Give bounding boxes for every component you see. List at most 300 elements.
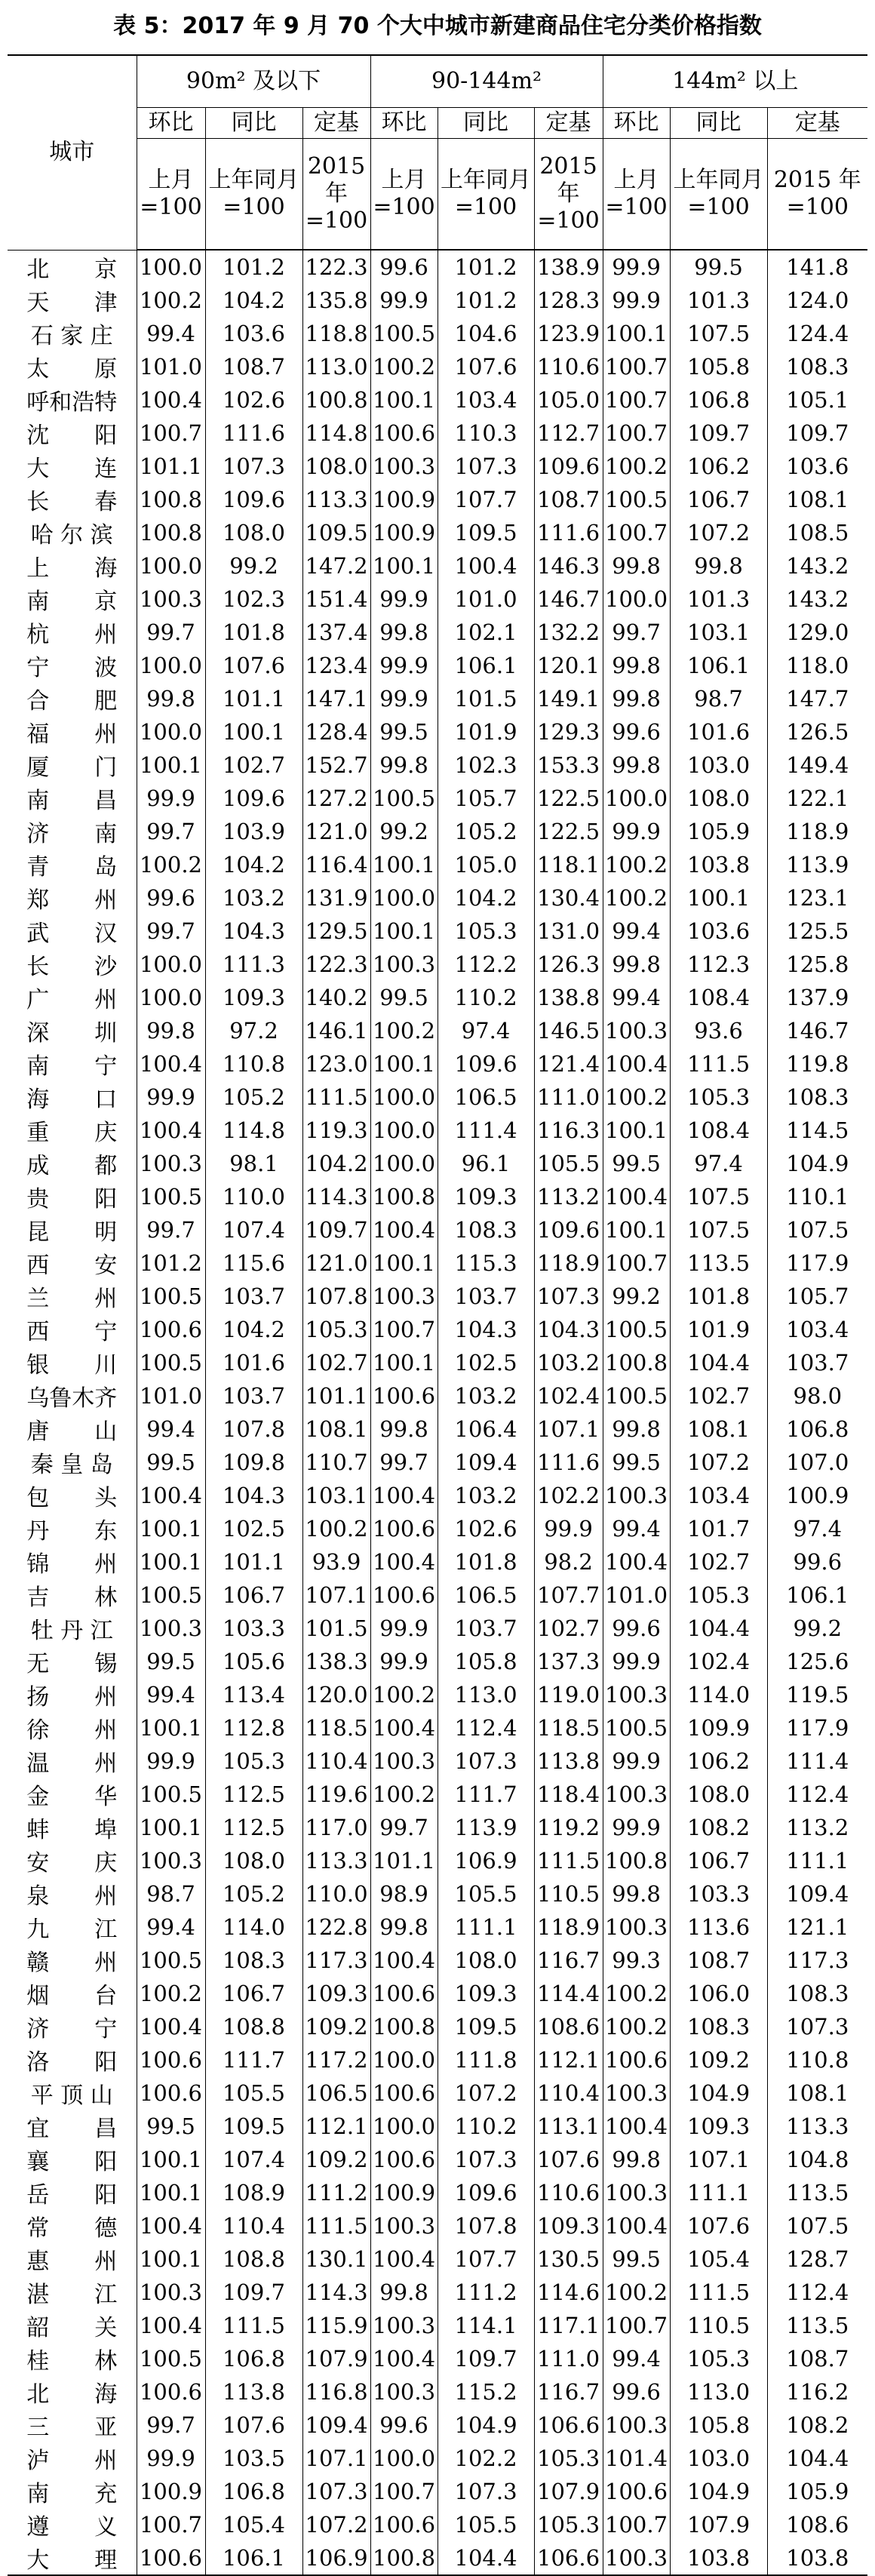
index-value: 102.2 (534, 1479, 603, 1512)
table-row (8, 1346, 867, 1379)
index-value: 113.8 (534, 1744, 603, 1778)
index-value: 100.1 (137, 2143, 205, 2176)
index-value: 122.5 (534, 782, 603, 815)
index-value: 110.4 (302, 1744, 370, 1778)
index-value: 100.3 (603, 1014, 670, 1047)
index-value: 106.4 (438, 1412, 534, 1446)
table-row (8, 948, 867, 981)
city-name: 无 锡 (26, 1650, 118, 1677)
table-row (8, 1910, 867, 1944)
sub-header-yoy: 同比 (205, 108, 302, 139)
city-name: 合 肥 (26, 687, 118, 715)
index-value: 107.6 (205, 2408, 302, 2442)
city-name: 深 圳 (26, 1019, 118, 1047)
index-value: 100.1 (137, 2176, 205, 2209)
index-value: 103.2 (438, 1479, 534, 1512)
index-value: 99.6 (767, 1545, 867, 1578)
index-value: 100.6 (370, 417, 438, 450)
index-value: 119.5 (767, 1678, 867, 1711)
index-value: 113.4 (205, 1678, 302, 1711)
index-value: 106.8 (767, 1412, 867, 1446)
index-value: 111.5 (670, 1047, 767, 1081)
index-value: 105.3 (438, 915, 534, 948)
index-value: 123.9 (534, 317, 603, 350)
index-value: 100.7 (603, 516, 670, 549)
index-value: 100.0 (370, 1114, 438, 1147)
index-value: 100.2 (603, 848, 670, 881)
index-value: 103.8 (670, 848, 767, 881)
index-value: 110.4 (205, 2209, 302, 2242)
index-value: 117.9 (767, 1247, 867, 1280)
index-value: 102.2 (438, 2442, 534, 2475)
index-value: 100.6 (370, 1379, 438, 1412)
index-value: 99.5 (137, 1645, 205, 1678)
index-value: 107.4 (205, 1213, 302, 1247)
index-value: 99.9 (603, 815, 670, 848)
index-value: 106.5 (438, 1578, 534, 1612)
index-value: 100.8 (603, 1346, 670, 1379)
index-value: 114.1 (438, 2309, 534, 2342)
index-value: 104.2 (205, 848, 302, 881)
index-value: 100.2 (137, 1977, 205, 2010)
index-value: 109.5 (438, 2010, 534, 2043)
index-value: 99.5 (370, 715, 438, 749)
table-row (8, 2209, 867, 2242)
city-name: 哈 尔 滨 (30, 521, 113, 549)
index-value: 126.5 (767, 715, 867, 749)
table-row (8, 1479, 867, 1512)
index-value: 100.9 (370, 516, 438, 549)
index-value: 100.3 (603, 2076, 670, 2110)
index-value: 100.9 (370, 483, 438, 516)
table-row (8, 2342, 867, 2375)
table-row (8, 1545, 867, 1578)
index-value: 103.7 (767, 1346, 867, 1379)
index-value: 107.7 (534, 1578, 603, 1612)
table-row (8, 2442, 867, 2475)
index-value: 97.4 (767, 1512, 867, 1545)
index-value: 109.3 (670, 2110, 767, 2143)
index-value: 100.4 (137, 2010, 205, 2043)
index-value: 147.7 (767, 682, 867, 715)
index-value: 100.2 (137, 284, 205, 317)
index-value: 113.3 (302, 483, 370, 516)
index-value: 100.1 (370, 915, 438, 948)
index-value: 112.2 (438, 948, 534, 981)
index-value: 99.9 (370, 1612, 438, 1645)
index-value: 114.6 (534, 2276, 603, 2309)
table-row (8, 2043, 867, 2076)
index-value: 105.9 (670, 815, 767, 848)
index-value: 100.3 (137, 1147, 205, 1180)
index-value: 114.3 (302, 2276, 370, 2309)
index-value: 111.4 (767, 1744, 867, 1778)
index-value: 111.5 (670, 2276, 767, 2309)
index-value: 107.3 (438, 1744, 534, 1778)
index-value: 104.4 (438, 2541, 534, 2575)
index-value: 126.3 (534, 948, 603, 981)
index-value: 108.7 (534, 483, 603, 516)
index-value: 100.1 (370, 1247, 438, 1280)
index-value: 99.9 (603, 1744, 670, 1778)
city-name: 扬 州 (26, 1683, 118, 1711)
index-value: 100.7 (603, 2508, 670, 2541)
index-value: 99.8 (603, 2143, 670, 2176)
index-value: 111.5 (534, 1844, 603, 1877)
index-value: 103.3 (670, 1877, 767, 1910)
index-value: 100.1 (370, 383, 438, 417)
index-value: 100.3 (603, 1678, 670, 1711)
index-value: 100.5 (603, 1379, 670, 1412)
index-value: 109.5 (302, 516, 370, 549)
table-row (8, 350, 867, 383)
index-value: 105.4 (205, 2508, 302, 2541)
index-value: 153.3 (534, 749, 603, 782)
city-name: 赣 州 (26, 1949, 118, 1976)
table-row (8, 2143, 867, 2176)
city-name: 遵 义 (26, 2513, 118, 2541)
index-value: 107.5 (670, 1180, 767, 1213)
city-name: 成 都 (26, 1152, 118, 1179)
index-value: 143.2 (767, 549, 867, 583)
city-name: 沈 阳 (26, 422, 118, 449)
city-name: 银 川 (26, 1351, 118, 1379)
table-row (8, 1645, 867, 1678)
index-value: 116.8 (302, 2375, 370, 2408)
index-value: 102.4 (670, 1645, 767, 1678)
index-value: 115.2 (438, 2375, 534, 2408)
city-name: 温 州 (26, 1750, 118, 1777)
index-value: 100.2 (603, 450, 670, 483)
index-value: 114.0 (205, 1910, 302, 1944)
index-value: 100.3 (137, 583, 205, 616)
index-value: 100.6 (603, 2475, 670, 2508)
index-value: 122.1 (767, 782, 867, 815)
city-name: 唐 山 (26, 1418, 118, 1445)
index-value: 106.7 (670, 483, 767, 516)
index-value: 109.6 (534, 1213, 603, 1247)
index-value: 100.1 (205, 715, 302, 749)
index-value: 106.9 (438, 1844, 534, 1877)
index-value: 110.1 (767, 1180, 867, 1213)
index-value: 109.9 (670, 1711, 767, 1744)
city-name: 广 州 (26, 986, 118, 1013)
index-value: 122.5 (534, 815, 603, 848)
index-value: 107.3 (438, 2475, 534, 2508)
table-row (8, 2508, 867, 2541)
base-period-header: 2015 年 =100 (534, 139, 603, 251)
index-value: 99.7 (137, 616, 205, 649)
index-value: 100.7 (603, 1247, 670, 1280)
index-value: 119.2 (534, 1811, 603, 1844)
index-value: 105.7 (438, 782, 534, 815)
index-value: 101.0 (137, 350, 205, 383)
index-value: 108.5 (767, 516, 867, 549)
index-value: 100.4 (603, 1545, 670, 1578)
index-value: 107.1 (302, 1578, 370, 1612)
index-value: 104.9 (767, 1147, 867, 1180)
index-value: 125.6 (767, 1645, 867, 1678)
city-name: 杭 州 (26, 621, 118, 648)
index-value: 108.4 (670, 981, 767, 1014)
index-value: 99.5 (137, 1446, 205, 1479)
index-value: 112.1 (302, 2110, 370, 2143)
table-row (8, 981, 867, 1014)
index-value: 127.2 (302, 782, 370, 815)
index-value: 109.7 (205, 2276, 302, 2309)
index-value: 107.1 (670, 2143, 767, 2176)
index-value: 135.8 (302, 284, 370, 317)
table-row (8, 2375, 867, 2408)
index-value: 104.3 (205, 915, 302, 948)
index-value: 114.0 (670, 1678, 767, 1711)
index-value: 113.9 (767, 848, 867, 881)
index-value: 107.3 (302, 2475, 370, 2508)
index-value: 108.1 (302, 1412, 370, 1446)
index-value: 99.8 (603, 549, 670, 583)
index-value: 100.3 (603, 1778, 670, 1811)
index-value: 99.9 (603, 1811, 670, 1844)
index-value: 100.2 (370, 1778, 438, 1811)
index-value: 99.9 (370, 583, 438, 616)
index-value: 111.6 (534, 1446, 603, 1479)
index-value: 115.9 (302, 2309, 370, 2342)
index-value: 103.4 (670, 1479, 767, 1512)
city-name: 韶 关 (26, 2314, 118, 2341)
sub-header-mom: 环比 (137, 108, 205, 139)
city-name: 锦 州 (26, 1551, 118, 1578)
index-value: 99.2 (767, 1612, 867, 1645)
table-row (8, 1844, 867, 1877)
index-value: 100.3 (137, 1612, 205, 1645)
index-value: 108.0 (302, 450, 370, 483)
index-value: 111.5 (302, 2209, 370, 2242)
index-value: 118.5 (302, 1711, 370, 1744)
table-row (8, 1379, 867, 1412)
index-value: 110.4 (534, 2076, 603, 2110)
index-value: 100.2 (603, 881, 670, 915)
index-value: 100.7 (370, 2475, 438, 2508)
city-name: 秦 皇 岛 (30, 1451, 113, 1478)
table-row (8, 2309, 867, 2342)
index-value: 103.5 (205, 2442, 302, 2475)
index-value: 107.5 (767, 2209, 867, 2242)
city-name: 乌鲁木齐 (26, 1385, 118, 1412)
index-value: 115.6 (205, 1247, 302, 1280)
index-value: 99.9 (137, 2442, 205, 2475)
index-value: 107.6 (205, 649, 302, 682)
index-value: 107.5 (767, 1213, 867, 1247)
index-value: 104.3 (438, 1313, 534, 1346)
index-value: 108.1 (767, 2076, 867, 2110)
index-value: 100.4 (370, 1545, 438, 1578)
index-value: 113.5 (767, 2309, 867, 2342)
index-value: 107.3 (534, 1280, 603, 1313)
index-value: 108.6 (767, 2508, 867, 2541)
index-value: 108.9 (205, 2176, 302, 2209)
index-value: 108.3 (205, 1944, 302, 1977)
city-name: 海 口 (26, 1086, 118, 1113)
index-value: 100.3 (603, 1479, 670, 1512)
index-value: 101.7 (670, 1512, 767, 1545)
index-value: 141.8 (767, 250, 867, 284)
index-value: 114.4 (534, 1977, 603, 2010)
index-value: 116.7 (534, 1944, 603, 1977)
index-value: 99.8 (603, 649, 670, 682)
index-value: 100.0 (370, 1081, 438, 1114)
table-row (8, 583, 867, 616)
index-value: 101.5 (302, 1612, 370, 1645)
index-value: 105.8 (670, 2408, 767, 2442)
index-value: 100.2 (603, 2276, 670, 2309)
index-value: 100.1 (137, 1512, 205, 1545)
index-value: 100.4 (370, 1213, 438, 1247)
index-value: 96.1 (438, 1147, 534, 1180)
index-value: 109.7 (670, 417, 767, 450)
index-value: 99.6 (603, 715, 670, 749)
city-name: 襄 阳 (26, 2148, 118, 2175)
index-value: 104.2 (205, 1313, 302, 1346)
index-value: 131.9 (302, 881, 370, 915)
index-value: 100.3 (603, 1910, 670, 1944)
index-value: 102.6 (438, 1512, 534, 1545)
city-name: 长 春 (26, 488, 118, 515)
index-value: 103.7 (205, 1379, 302, 1412)
index-value: 99.5 (370, 981, 438, 1014)
city-name: 九 江 (26, 1916, 118, 1943)
table-row (8, 1977, 867, 2010)
index-value: 110.0 (302, 1877, 370, 1910)
table-row (8, 915, 867, 948)
index-value: 105.8 (670, 350, 767, 383)
index-value: 132.2 (534, 616, 603, 649)
index-value: 106.5 (438, 1081, 534, 1114)
city-name: 泉 州 (26, 1883, 118, 1910)
index-value: 99.4 (137, 1910, 205, 1944)
index-value: 107.7 (438, 483, 534, 516)
index-value: 99.6 (370, 2408, 438, 2442)
index-value: 101.2 (205, 250, 302, 284)
index-value: 101.2 (137, 1247, 205, 1280)
table-row (8, 1944, 867, 1977)
index-value: 101.6 (670, 715, 767, 749)
index-value: 106.8 (205, 2475, 302, 2508)
index-value: 108.7 (670, 1944, 767, 1977)
index-value: 101.0 (137, 1379, 205, 1412)
index-value: 99.9 (370, 1645, 438, 1678)
index-value: 146.7 (534, 583, 603, 616)
index-value: 100.4 (438, 549, 534, 583)
index-value: 101.1 (205, 682, 302, 715)
index-value: 100.4 (603, 2209, 670, 2242)
index-value: 105.2 (438, 815, 534, 848)
index-value: 105.0 (534, 383, 603, 417)
table-row (8, 483, 867, 516)
index-value: 105.3 (670, 1081, 767, 1114)
index-value: 116.3 (534, 1114, 603, 1147)
index-value: 101.6 (205, 1346, 302, 1379)
table-row (8, 815, 867, 848)
index-value: 105.7 (767, 1280, 867, 1313)
index-value: 104.3 (205, 1479, 302, 1512)
city-name: 重 庆 (26, 1119, 118, 1146)
index-value: 100.3 (370, 948, 438, 981)
index-value: 100.6 (370, 1578, 438, 1612)
index-value: 99.8 (137, 1014, 205, 1047)
index-value: 100.4 (603, 1180, 670, 1213)
index-value: 110.2 (438, 2110, 534, 2143)
index-value: 146.3 (534, 549, 603, 583)
index-value: 100.6 (370, 2076, 438, 2110)
index-value: 100.7 (137, 2508, 205, 2541)
index-value: 105.0 (438, 848, 534, 881)
index-value: 101.5 (438, 682, 534, 715)
index-value: 106.7 (205, 1977, 302, 2010)
index-value: 109.6 (438, 1047, 534, 1081)
index-value: 124.0 (767, 284, 867, 317)
index-value: 99.9 (603, 1645, 670, 1678)
index-value: 120.0 (302, 1678, 370, 1711)
index-value: 118.5 (534, 1711, 603, 1744)
index-value: 107.5 (670, 1213, 767, 1247)
index-value: 120.1 (534, 649, 603, 682)
city-name: 天 津 (26, 289, 118, 316)
index-value: 99.8 (370, 2276, 438, 2309)
index-value: 101.2 (438, 250, 534, 284)
index-value: 103.3 (205, 1612, 302, 1645)
index-value: 100.0 (603, 782, 670, 815)
table-row (8, 749, 867, 782)
index-value: 99.9 (370, 649, 438, 682)
index-value: 109.3 (438, 1977, 534, 2010)
index-value: 100.3 (370, 2309, 438, 2342)
index-value: 114.3 (302, 1180, 370, 1213)
index-value: 106.9 (302, 2541, 370, 2575)
index-value: 113.8 (205, 2375, 302, 2408)
index-value: 107.8 (205, 1412, 302, 1446)
index-value: 100.4 (137, 2309, 205, 2342)
index-value: 103.0 (670, 2442, 767, 2475)
index-value: 98.9 (370, 1877, 438, 1910)
city-name: 丹 东 (26, 1517, 118, 1545)
index-value: 100.6 (370, 2143, 438, 2176)
index-value: 111.7 (438, 1778, 534, 1811)
index-value: 121.0 (302, 1247, 370, 1280)
city-name: 泸 州 (26, 2447, 118, 2474)
index-value: 100.0 (137, 250, 205, 284)
index-value: 102.5 (205, 1512, 302, 1545)
index-value: 111.3 (205, 948, 302, 981)
table-header (8, 55, 867, 250)
index-value: 110.7 (302, 1446, 370, 1479)
index-value: 99.9 (370, 682, 438, 715)
city-name: 湛 江 (26, 2281, 118, 2308)
index-value: 100.5 (137, 1778, 205, 1811)
index-value: 105.4 (670, 2242, 767, 2276)
index-value: 100.7 (603, 350, 670, 383)
table-row (8, 2475, 867, 2508)
city-name: 岳 阳 (26, 2181, 118, 2209)
index-value: 100.8 (302, 383, 370, 417)
index-value: 105.3 (534, 2508, 603, 2541)
index-value: 109.5 (438, 516, 534, 549)
index-value: 128.4 (302, 715, 370, 749)
index-value: 102.7 (670, 1545, 767, 1578)
index-value: 108.7 (205, 350, 302, 383)
index-value: 93.9 (302, 1545, 370, 1578)
city-name: 石 家 庄 (30, 322, 113, 349)
index-value: 107.1 (302, 2442, 370, 2475)
